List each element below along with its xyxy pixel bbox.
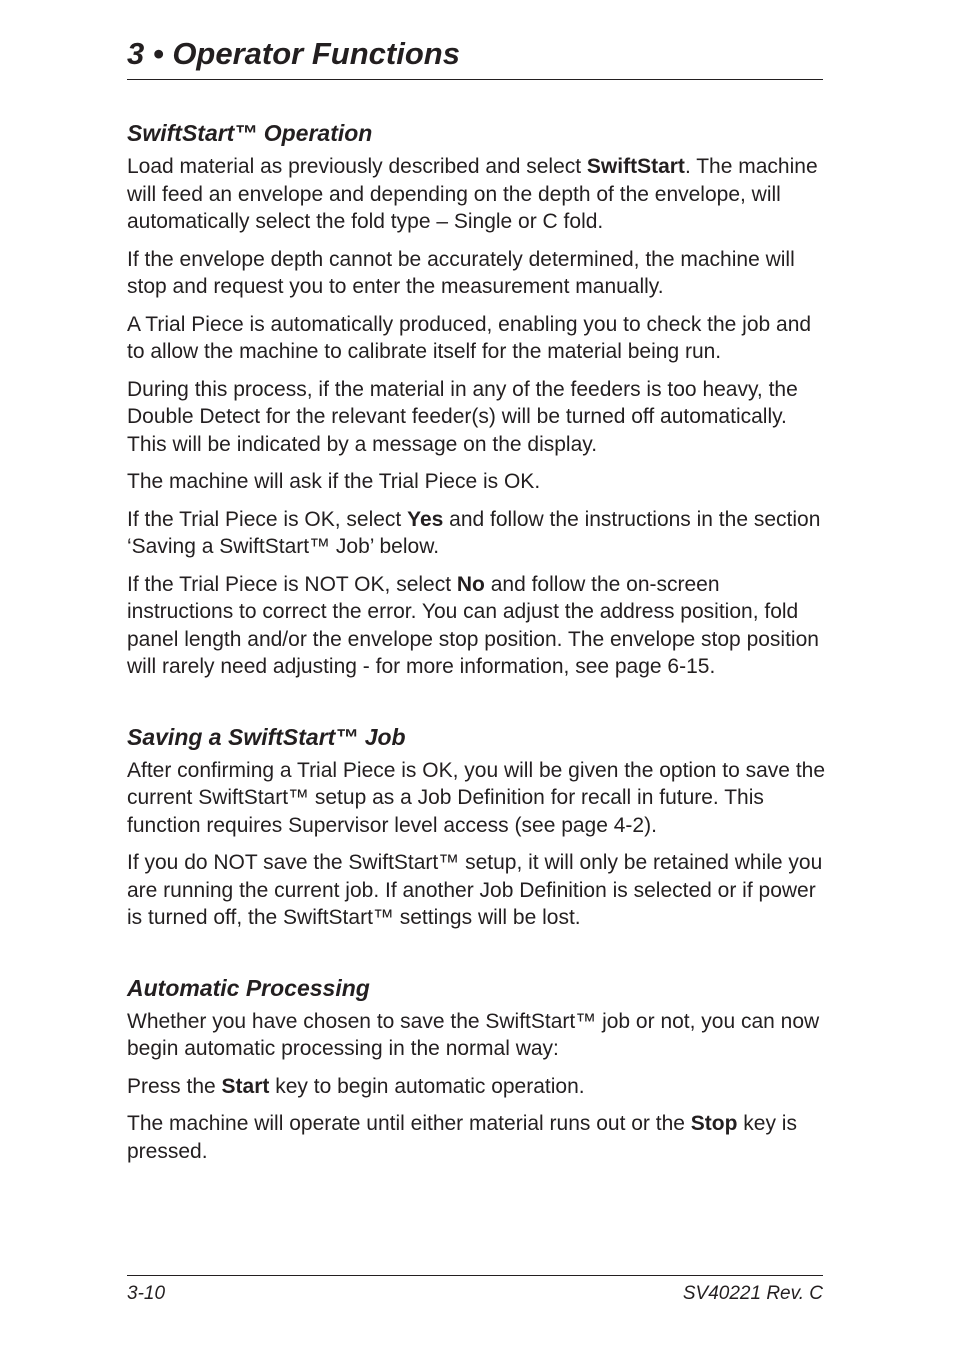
- section-swiftstart-operation: [127, 118, 827, 681]
- section-automatic-processing: [127, 973, 827, 1166]
- paragraph: Press the Start key to begin automatic operation.: [127, 1074, 585, 1098]
- page-number: 3-10: [127, 1283, 166, 1304]
- paragraph: A Trial Piece is automatically produced, enabling you to check the job and to allow the machine to calibrate itself for the material being run.: [127, 312, 812, 363]
- paragraph: Whether you have chosen to save the SwiftStart™ job or not, you can now begin automatic processing in the normal way:: [127, 1009, 820, 1060]
- section-heading: SwiftStart™ Operation: [127, 120, 373, 146]
- manual-page: [127, 0, 826, 1354]
- paragraph: If the envelope depth cannot be accurately determined, the machine will stop and request you to enter the measurement manually.: [127, 247, 795, 298]
- paragraph: The machine will operate until either material runs out or the Stop key is pressed.: [127, 1112, 797, 1163]
- paragraph: If you do NOT save the SwiftStart™ setup, it will only be retained while you are running the current job. If another Job Definition is selected or if power is turned off, the SwiftStart™ settings will be lost.: [127, 851, 823, 929]
- section-heading: Automatic Processing: [127, 974, 370, 1001]
- footer-divider: [127, 1275, 823, 1276]
- paragraph: The machine will ask if the Trial Piece is OK.: [127, 470, 541, 493]
- ui-term-swiftstart: SwiftStart: [586, 155, 685, 178]
- ui-term-stop: Stop: [690, 1112, 738, 1135]
- ui-term-yes: Yes: [407, 507, 444, 531]
- paragraph: During this process, if the material in any of the feeders is too heavy, the Double Detect for the relevant feeder(s) will be turned off automatically. This will be indicated by a message on the display.: [127, 377, 798, 456]
- header-divider: [127, 79, 823, 80]
- paragraph: If the Trial Piece is NOT OK, select No and follow the on-screen instructions to correct the error. You can adjust the address position, fold panel length and/or the envelope stop position. The envelope stop position will rarely need adjusting - for more information, see page 6-15.: [127, 572, 819, 678]
- page-content: [127, 118, 827, 1165]
- paragraph: Load material as previously described and select SwiftStart. The machine will feed an envelope and depending on the depth of the envelope, will automatically select the fold type – Single or C fold.: [127, 155, 818, 233]
- ui-term-no: No: [456, 572, 485, 596]
- section-heading: Saving a SwiftStart™ Job: [127, 723, 406, 750]
- paragraph: After confirming a Trial Piece is OK, you will be given the option to save the current SwiftStart™ setup as a Job Definition for recall in future. This function requires Supervisor level access (see page 4-2).: [127, 758, 826, 837]
- paragraph: If the Trial Piece is OK, select Yes and follow the instructions in the section ‘Saving a SwiftStart™ Job’ below.: [127, 507, 821, 558]
- chapter-title: 3 • Operator Functions: [127, 36, 460, 71]
- section-saving-swiftstart-job: [127, 722, 827, 932]
- document-id: SV40221 Rev. C: [682, 1283, 823, 1304]
- ui-term-start: Start: [221, 1074, 270, 1098]
